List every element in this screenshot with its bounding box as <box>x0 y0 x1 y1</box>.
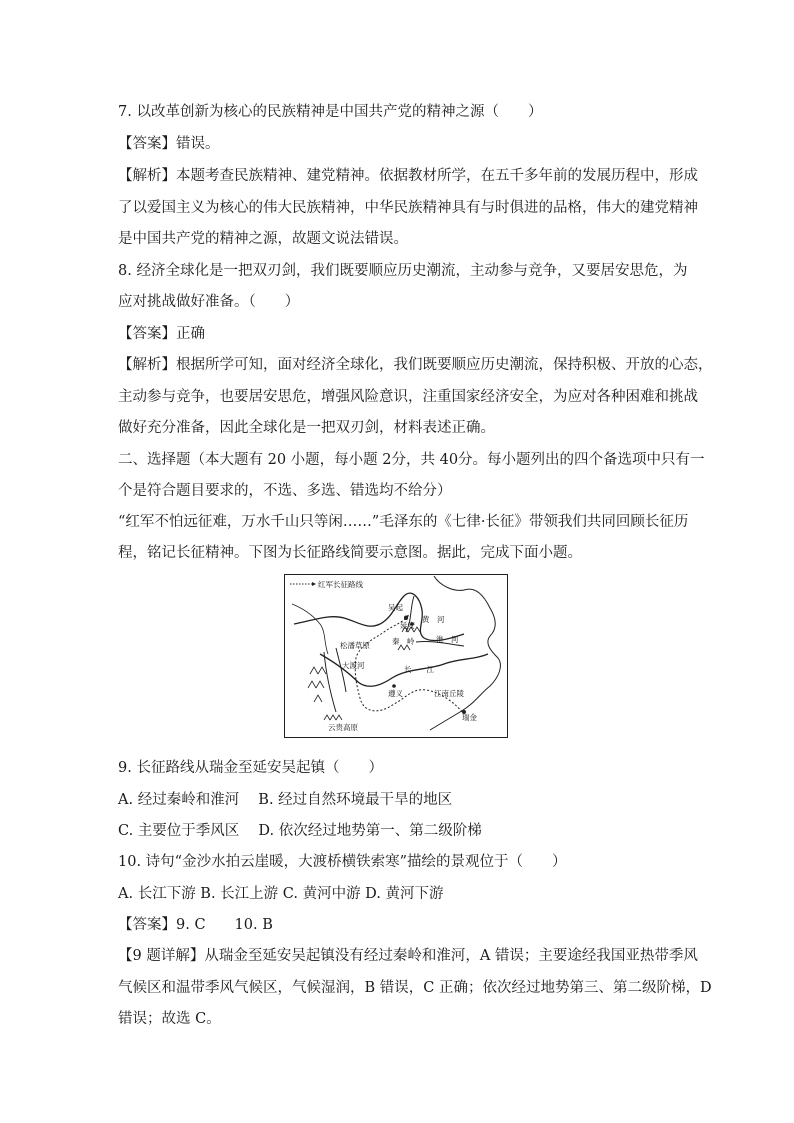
explanation-9-line-1: 【9 题详解】从瑞金至延安吴起镇没有经过秦岭和淮河，A 错误；主要途经我国亚热带季风 <box>118 948 698 964</box>
question-9: 9. 长征路线从瑞金至延安吴起镇（ ） <box>118 760 383 776</box>
label-ruijin: 瑞金 <box>462 713 477 722</box>
question-10: 10. 诗句“金沙水拍云崖暖，大渡桥横铁索寒”描绘的景观位于（ ） <box>118 854 567 870</box>
question-8-line-2: 应对挑战做好准备。（ ） <box>118 294 300 310</box>
explanation-9-line-2: 气候区和温带季风气候区，气候湿润，B 错误，C 正确；依次经过地势第三、第二级阶梯，D <box>118 980 712 996</box>
explanation-9-line-3: 错误；故选 C。 <box>118 1011 221 1027</box>
long-march-map <box>284 574 508 738</box>
label-changjiang: 长 江 <box>404 665 434 674</box>
question-7: 7. 以改革创新为核心的民族精神是中国共产党的精神之源（ ） <box>118 104 543 120</box>
question-9-options-cd: C. 主要位于季风区 D. 依次经过地势第一、第二级阶梯 <box>118 823 482 839</box>
analysis-7-line-3: 是中国共产党的精神之源，故题文说法错误。 <box>118 231 408 247</box>
section-2-heading-line-2: 个是符合题目要求的，不选、多选、错选均不给分） <box>118 483 452 499</box>
label-zunyi: 遵义 <box>388 689 403 698</box>
label-qinling: 秦 岭 <box>392 637 415 646</box>
label-jiangnan: 江南丘陵 <box>434 689 464 698</box>
analysis-8-line-3: 做好充分准备，因此全球化是一把双刃剑，材料表述正确。 <box>118 420 495 436</box>
label-dadu: 大渡河 <box>342 661 365 670</box>
answer-8: 【答案】正确 <box>118 326 205 342</box>
analysis-7-line-2: 了以爱国主义为核心的伟大民族精神，中华民族精神具有与时俱进的品格，伟大的建党精神 <box>118 200 698 216</box>
zunyi-point <box>392 684 396 688</box>
legend-label: 红军长征路线 <box>318 580 363 589</box>
label-songpan: 松潘草原 <box>340 641 370 650</box>
label-huaihe: 淮 河 <box>436 635 459 644</box>
answer-7: 【答案】错误。 <box>118 136 220 152</box>
label-yungui: 云贵高原 <box>328 723 358 732</box>
material-line-1: “红军不怕远征难，万水千山只等闲……”毛泽东的《七律·长征》带领我们共同回顾长征历 <box>118 514 689 530</box>
section-2-heading-line-1: 二、选择题（本大题有 20 小题，每小题 2分，共 40分。每小题列出的四个备选项中只有一 <box>118 452 705 468</box>
analysis-8-line-1: 【解析】根据所学可知，面对经济全球化，我们既要顺应历史潮流，保持积极、开放的心态， <box>118 357 713 373</box>
question-8-line-1: 8. 经济全球化是一把双刃剑，我们既要顺应历史潮流，主动参与竞争，又要居安思危，为 <box>118 263 688 279</box>
wuqi-point <box>404 616 408 620</box>
label-yanan: 延安 <box>400 621 415 630</box>
label-wuqi: 吴起 <box>388 603 403 612</box>
long-march-map-svg <box>284 574 508 738</box>
answer-9-10: 【答案】9. C 10. B <box>118 917 273 933</box>
analysis-8-line-2: 主动参与竞争，也要居安思危，增强风险意识，注重国家经济安全，为应对各种困难和挑战 <box>118 389 698 405</box>
analysis-7-line-1: 【解析】本题考查民族精神、建党精神。依据教材所学，在五千多年前的发展历程中，形成 <box>118 168 698 184</box>
question-10-options: A. 长江下游 B. 长江上游 C. 黄河中游 D. 黄河下游 <box>118 886 444 902</box>
material-line-2: 程，铭记长征精神。下图为长征路线简要示意图。据此，完成下面小题。 <box>118 545 582 561</box>
question-9-options-ab: A. 经过秦岭和淮河 B. 经过自然环境最干旱的地区 <box>118 792 453 808</box>
label-huanghe: 黄 河 <box>422 615 445 624</box>
